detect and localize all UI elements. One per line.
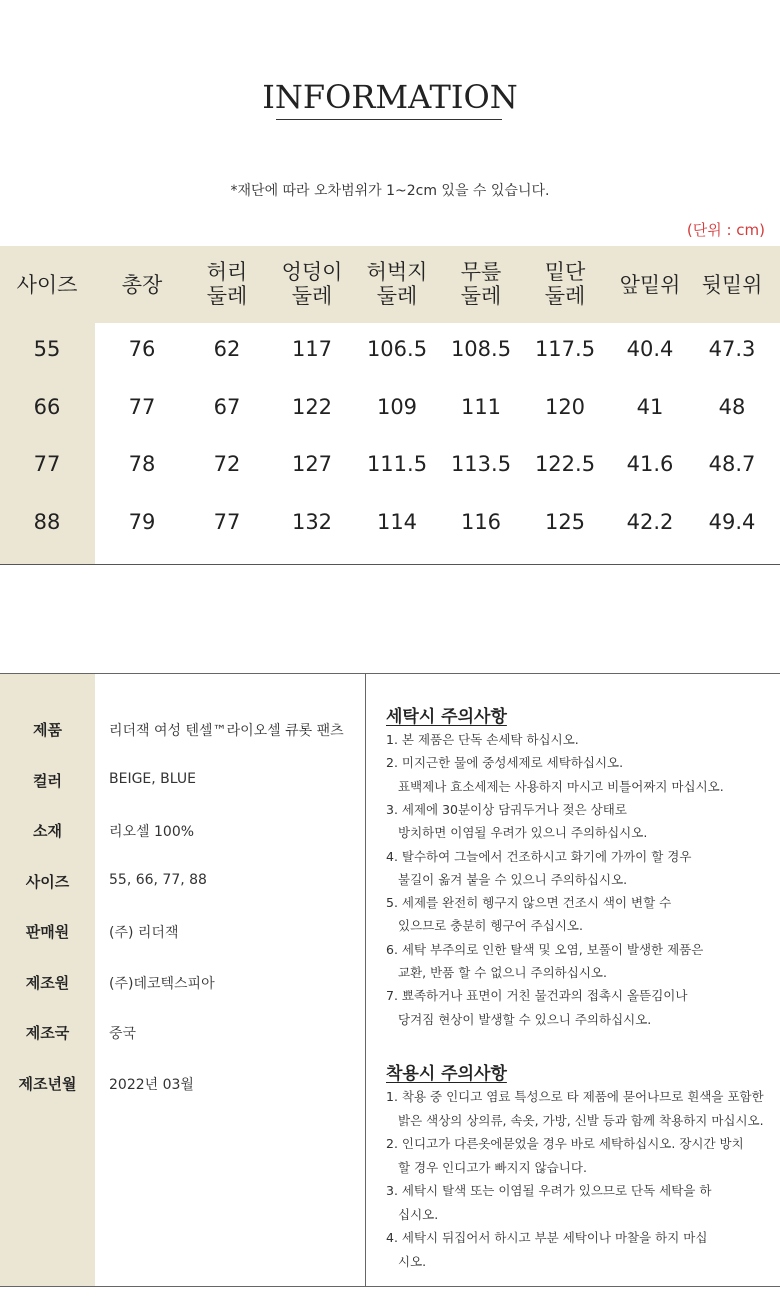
size-cell: 66 [33,394,61,419]
info-value: 리더잭 여성 텐셀™라이오셀 큐롯 팬츠 [109,723,344,739]
care-line: 6. 세탁 부주의로 인한 탈색 및 오염, 보풀이 발생한 제품은 [386,941,704,957]
measurement-cell: 108.5 [450,337,512,361]
care-line: 3. 세탁시 탈색 또는 이염될 우려가 있으므로 단독 세탁을 하 [386,1183,712,1198]
info-label: 제조국 [25,1024,70,1042]
info-value: 55, 66, 77, 88 [109,871,207,888]
measurement-cell: 122.5 [534,452,596,476]
header-hem: 밑단 둘레 [544,260,586,308]
measurement-cell: 116 [460,509,502,534]
info-value: BEIGE, BLUE [109,770,196,787]
measurement-cell: 47.3 [708,337,756,361]
size-cell: 55 [33,337,61,361]
measurement-cell: 79 [128,509,156,534]
measurement-cell: 117.5 [534,337,596,361]
measurement-cell: 109 [376,394,418,419]
product-info-section [0,673,780,1287]
care-line: 7. 뾰족하거나 표면이 거친 물건과의 접촉시 올뜯김이나 [386,988,688,1004]
measurement-cell: 48 [718,394,746,419]
measurement-cell: 114 [376,509,418,534]
measurement-cell: 78 [128,452,156,476]
info-label: 제품 [33,721,62,739]
measurement-cell: 49.4 [708,509,756,534]
measurement-cell: 125 [544,509,586,534]
care-line: 3. 세제에 30분이상 담궈두거나 젖은 상태로 [386,801,627,817]
size-cell: 88 [33,509,61,534]
care-line: 5. 세제를 완전히 헹구지 않으면 건조시 색이 변할 수 [386,895,672,911]
header-thigh: 허벅지 둘레 [366,260,428,308]
size-table-header [0,246,780,323]
measurement-cell: 111 [460,394,502,419]
wear-care-title: 착용시 주의사항 [386,1064,507,1084]
measurement-cell: 48.7 [708,452,756,476]
measurement-cell: 76 [128,337,156,361]
info-label: 판매원 [25,923,70,941]
measurement-cell: 120 [544,394,586,419]
header-waist: 허리 둘레 [206,260,248,308]
measurement-cell: 77 [128,394,156,419]
care-line: 있으므로 충분히 헹구어 주십시오. [398,918,583,934]
info-value: 리오셀 100% [109,824,195,840]
info-label: 사이즈 [25,872,70,891]
care-line: 밝은 색상의 상의류, 속옷, 가방, 신발 등과 함께 착용하지 마십시오. [398,1112,764,1128]
care-line: 2. 미지근한 물에 중성세제로 세탁하십시오. [386,755,624,771]
care-line: 할 경우 인디고가 빠지지 않습니다. [398,1159,587,1175]
page-title: INFORMATION [262,78,518,116]
header-front-rise: 앞밑위 [619,273,681,297]
wash-care-title: 세탁시 주의사항 [386,707,507,727]
header-back-rise: 뒷밑위 [701,273,763,297]
info-label: 컬러 [33,771,62,790]
info-value: 중국 [109,1026,137,1042]
measurement-cell: 113.5 [450,452,512,476]
tolerance-note: *재단에 따라 오차범위가 1~2cm 있을 수 있습니다. [230,183,550,199]
care-line: 십시오. [398,1206,439,1222]
info-label: 제조원 [25,973,70,992]
info-label: 소재 [33,822,62,840]
info-value: 2022년 03월 [109,1076,194,1093]
measurement-cell: 122 [291,394,333,419]
info-value: (주)데코텍스피아 [109,975,215,992]
care-line: 표백제나 효소세제는 사용하지 마시고 비틀어짜지 마십시오. [398,778,724,794]
header-size: 사이즈 [16,273,78,297]
size-cell: 77 [33,452,61,476]
measurement-cell: 132 [291,509,333,534]
header-knee: 무릎 둘레 [460,260,502,308]
care-line: 4. 탈수하여 그늘에서 건조하시고 화기에 가까이 할 경우 [386,848,692,864]
header-hip: 엉덩이 둘레 [281,260,343,308]
measurement-cell: 42.2 [626,509,674,534]
care-line: 교환, 반품 할 수 없으니 주의하십시오. [398,965,607,980]
measurement-cell: 67 [213,394,241,419]
care-line: 2. 인디고가 다른옷에묻었을 경우 바로 세탁하십시오. 장시간 방치 [386,1136,744,1151]
measurement-cell: 77 [213,509,241,534]
unit-label: (단위 : cm) [686,221,765,239]
care-line: 방치하면 이염될 우려가 있으니 주의하십시오. [398,825,648,841]
care-line: 시오. [398,1253,427,1269]
measurement-cell: 117 [291,337,333,361]
care-line: 1. 본 제품은 단독 손세탁 하십시오. [386,732,579,747]
title-underline [276,119,502,120]
measurement-cell: 127 [291,452,333,476]
care-line: 1. 착용 중 인디고 염료 특성으로 타 제품에 묻어나므로 흰색을 포함한 [386,1089,764,1104]
measurement-cell: 41 [636,394,664,419]
measurement-cell: 72 [213,452,241,476]
size-table [0,246,780,565]
measurement-cell: 41.6 [626,452,674,476]
measurement-cell: 40.4 [626,337,674,361]
info-value: (주) 리더잭 [109,925,179,941]
care-line: 당겨짐 현상이 발생할 수 있으니 주의하십시오. [398,1011,652,1027]
info-label: 제조년월 [18,1074,77,1093]
care-line: 불길이 옮겨 붙을 수 있으니 주의하십시오. [398,871,628,887]
info-divider [365,674,366,1286]
measurement-cell: 106.5 [366,337,428,361]
measurement-cell: 62 [213,337,241,361]
measurement-cell: 111.5 [366,452,428,476]
header-total-length: 총장 [121,273,163,297]
care-line: 4. 세탁시 뒤집어서 하시고 부분 세탁이나 마찰을 하지 마십 [386,1230,708,1245]
